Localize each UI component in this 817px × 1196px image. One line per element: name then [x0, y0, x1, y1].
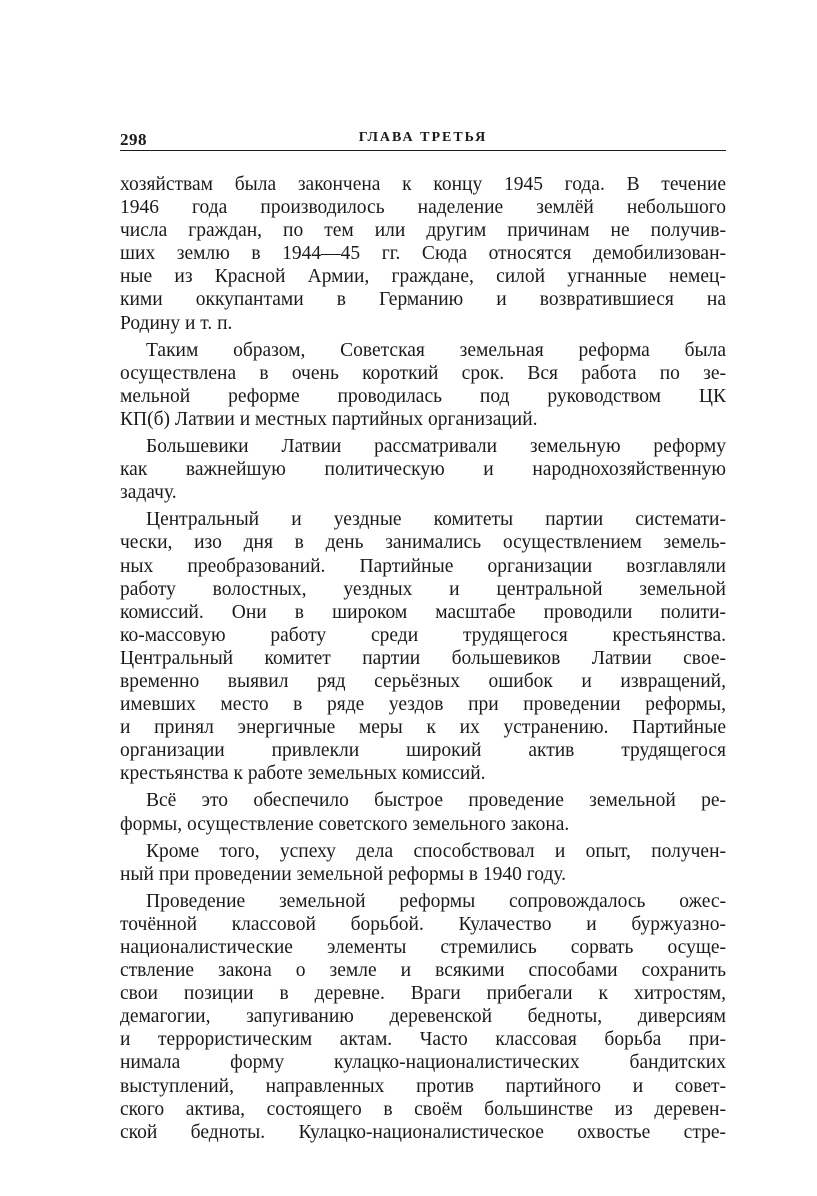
- paragraph: [120, 339, 726, 431]
- paragraph: [120, 890, 726, 1144]
- text-line: временно выявил ряд серьёзных ошибок и извращений,: [120, 670, 726, 692]
- text-line: свои позиции в деревне. Враги прибегали к хитростям,: [120, 983, 726, 1005]
- text-line: как важнейшую политическую и народнохозяйственную: [120, 459, 726, 481]
- text-line: ных преобразований. Партийные организации возглавляли: [120, 555, 726, 577]
- text-line: чески, изо дня в день занимались осуществлением земель-: [120, 532, 726, 554]
- text-line: крестьянства к работе земельных комиссий.: [120, 763, 486, 785]
- text-line: ших землю в 1944—45 гг. Сюда относятся демобилизован-: [120, 243, 726, 265]
- text-line: ствление закона о земле и всякими способами сохранить: [120, 960, 726, 982]
- text-line: Центральный и уездные комитеты партии системати-: [146, 509, 726, 531]
- text-line: работу волостных, уездных и центральной земельной: [120, 578, 726, 600]
- text-line: формы, осуществление советского земельного закона.: [120, 813, 570, 835]
- text-line: Центральный комитет партии большевиков Латвии свое-: [120, 647, 726, 669]
- text-line: ского актива, состоящего в своём большинстве из деревен-: [120, 1098, 726, 1120]
- text-line: мельной реформе проводилась под руководством ЦК: [120, 385, 726, 407]
- text-line: Родину и т. п.: [120, 312, 233, 334]
- text-line: Кроме того, успеху дела способствовал и опыт, получен-: [146, 840, 726, 862]
- text-line: демагогии, запугиванию деревенской бедноты, диверсиям: [120, 1006, 726, 1028]
- text-line: Таким образом, Советская земельная реформа была: [146, 339, 726, 361]
- text-line: националистические элементы стремились сорвать осуще-: [120, 937, 726, 958]
- text-line: организации привлекли широкий актив трудящегося: [120, 740, 726, 762]
- paragraph: [120, 840, 726, 886]
- text-line: ской бедноты. Кулацко-националистическое охвостье стре-: [120, 1121, 726, 1143]
- text-line: задачу.: [120, 482, 177, 504]
- book-page: [120, 126, 726, 1144]
- text-line: и принял энергичные меры к их устранению. Партийные: [120, 717, 726, 739]
- text-line: хозяйствам была закончена к концу 1945 года. В течение: [120, 174, 726, 195]
- text-line: ко-массовую работу среди трудящегося крестьянства.: [120, 624, 726, 646]
- paragraph: [120, 173, 726, 335]
- text-line: и террористическим актам. Часто классовая борьба при-: [120, 1029, 726, 1051]
- page-number: 298: [120, 130, 147, 149]
- paragraph: [120, 508, 726, 785]
- text-line: нимала форму кулацко-националистических бандитских: [120, 1052, 726, 1074]
- text-line: осуществлена в очень короткий срок. Вся работа по зе-: [120, 362, 726, 384]
- running-head: [120, 126, 726, 151]
- text-line: 1946 года производилось наделение землёй небольшого: [120, 197, 726, 219]
- text-line: КП(б) Латвии и местных партийных организаций.: [120, 408, 538, 430]
- text-line: выступлений, направленных против партийного и совет-: [120, 1075, 726, 1097]
- text-line: комиссий. Они в широком масштабе проводили полити-: [120, 601, 726, 623]
- text-line: Всё это обеспечило быстрое проведение земельной ре-: [146, 790, 726, 812]
- text-line: ный при проведении земельной реформы в 1940 году.: [120, 863, 567, 885]
- paragraph: [120, 435, 726, 504]
- text-line: Большевики Латвии рассматривали земельную реформу: [146, 436, 726, 458]
- chapter-title: ГЛАВА ТРЕТЬЯ: [358, 130, 488, 145]
- text-line: числа граждан, по тем или другим причинам не получив-: [120, 220, 726, 242]
- text-line: имевших место в ряде уездов при проведении реформы,: [120, 694, 726, 716]
- body-text: [120, 173, 726, 1144]
- paragraph: [120, 789, 726, 835]
- text-line: Проведение земельной реформы сопровождалось ожес-: [146, 890, 726, 912]
- text-line: кими оккупантами в Германию и возвратившиеся на: [120, 289, 726, 311]
- text-line: точённой классовой борьбой. Кулачество и буржуазно-: [120, 913, 726, 935]
- text-line: ные из Красной Армии, граждане, силой угнанные немец-: [120, 266, 726, 288]
